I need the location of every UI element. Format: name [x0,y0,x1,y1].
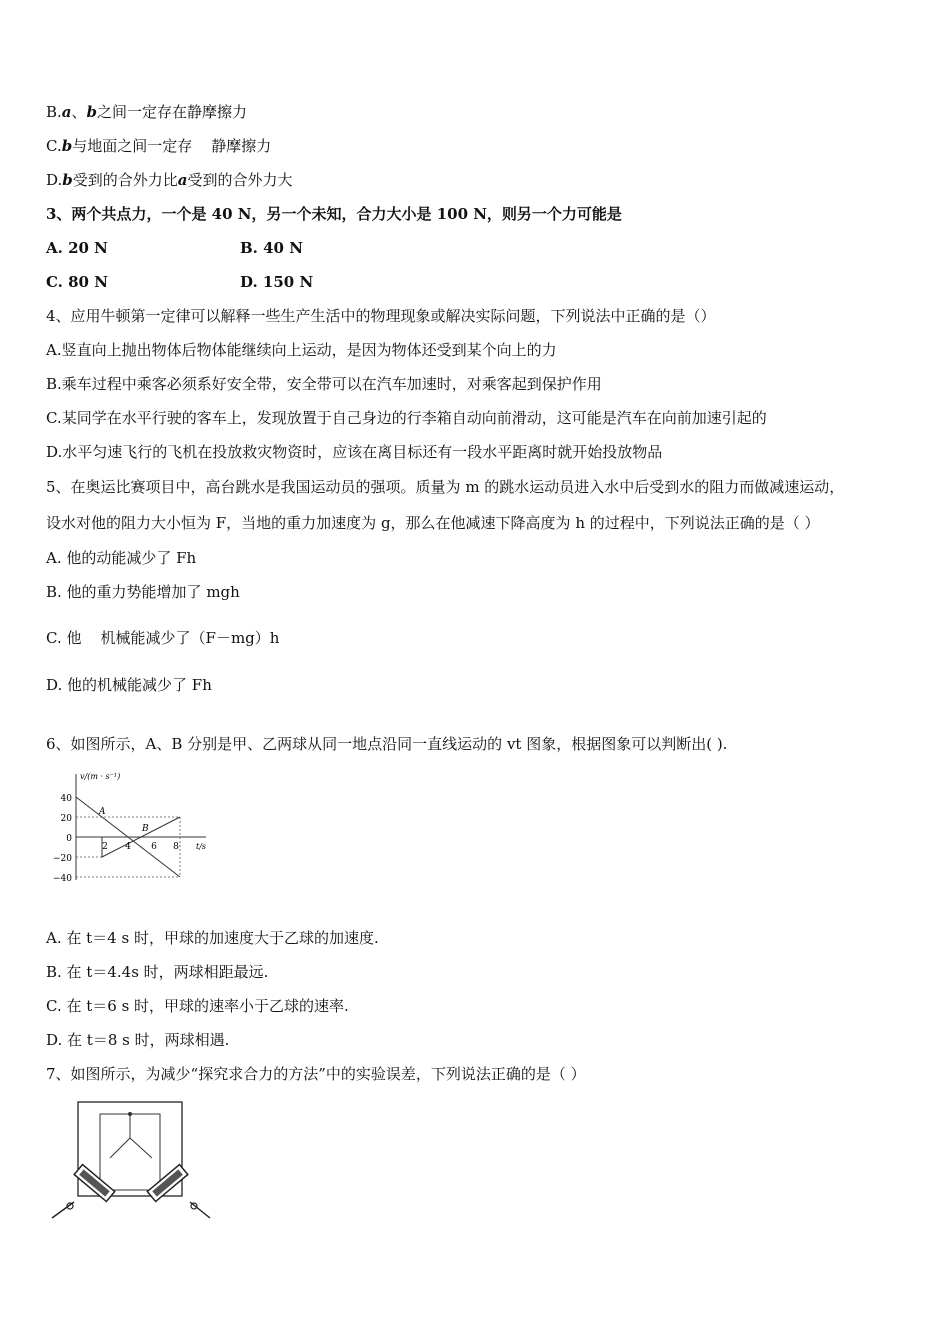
series-b-label: B [142,824,149,834]
x-tick-2: 2 [102,842,108,852]
force-experiment-figure [48,1098,218,1223]
q5-stem-line2: 设水对他的阻力大小恒为 F，当地的重力加速度为 g，那么在他减速下降高度为 h 的过程中，下列说法正确的是（ ） [46,514,820,532]
q4-option-b: B.乘车过程中乘客必须系好安全带，安全带可以在汽车加速时，对乘客起到保护作用 [46,375,602,393]
q3-option-d: D. 150 N [240,273,314,291]
x-tick-8: 8 [173,842,179,852]
q5-option-b: B. 他的重力势能增加了 mgh [46,583,240,601]
q5-option-c: C. 他 机械能减少了（F－mg）h [46,629,280,647]
q3-option-b: B. 40 N [240,239,303,257]
q6-option-a: A. 在 t＝4 s 时，甲球的加速度大于乙球的加速度. [46,929,379,947]
graph-xlabel: t/s [196,842,207,851]
q3-option-c: C. 80 N [46,273,108,291]
y-tick-neg40: −40 [53,874,72,884]
q2-option-d: D.b受到的合外力比a受到的合外力大 [46,171,293,189]
q5-option-a: A. 他的动能减少了 Fh [46,549,197,567]
q7-stem: 7、如图所示，为减少“探究求合力的方法”中的实验误差，下列说法正确的是（ ） [46,1065,586,1083]
q4-option-d: D.水平匀速飞行的飞机在投放救灾物资时，应该在离目标还有一段水平距离时就开始投放物品 [46,443,663,461]
y-tick-neg20: −20 [53,854,72,864]
q3-stem: 3、两个共点力，一个是 40 N，另一个未知，合力大小是 100 N，则另一个力可能是 [46,205,622,223]
q6-option-b: B. 在 t＝4.4s 时，两球相距最远. [46,963,269,981]
y-tick-0: 0 [66,834,72,844]
q5-option-d: D. 他的机械能减少了 Fh [46,676,212,694]
q5-stem-line1: 5、在奥运比赛项目中，高台跳水是我国运动员的强项。质量为 m 的跳水运动员进入水中后受到水的阻力而做减速运动， [46,478,845,496]
q4-option-a: A.竖直向上抛出物体后物体能继续向上运动，是因为物体还受到某个向上的力 [46,341,557,359]
vt-graph [46,768,226,896]
x-tick-6: 6 [151,842,157,852]
q6-option-d: D. 在 t＝8 s 时，两球相遇. [46,1031,230,1049]
y-tick-40: 40 [60,794,72,804]
q4-stem: 4、应用牛顿第一定律可以解释一些生产生活中的物理现象或解决实际问题，下列说法中正确的是（） [46,307,716,325]
y-tick-20: 20 [60,814,72,824]
q2-option-c: C.b与地面之间一定存 静摩擦力 [46,137,272,155]
q3-option-a: A. 20 N [46,239,108,257]
series-a-label: A [99,807,106,817]
q6-option-c: C. 在 t＝6 s 时，甲球的速率小于乙球的速率. [46,997,349,1015]
q2-option-b: B.a、b之间一定存在静摩擦力 [46,103,248,121]
q6-stem: 6、如图所示，A、B 分别是甲、乙两球从同一地点沿同一直线运动的 vt 图象，根据图象可以判断出( ). [46,735,728,753]
graph-ylabel: v/(m · s⁻¹) [80,772,121,781]
q4-option-c: C.某同学在水平行驶的客车上，发现放置于自己身边的行李箱自动向前滑动，这可能是汽车在向前加速引起的 [46,409,767,427]
x-tick-4: 4 [125,842,131,852]
